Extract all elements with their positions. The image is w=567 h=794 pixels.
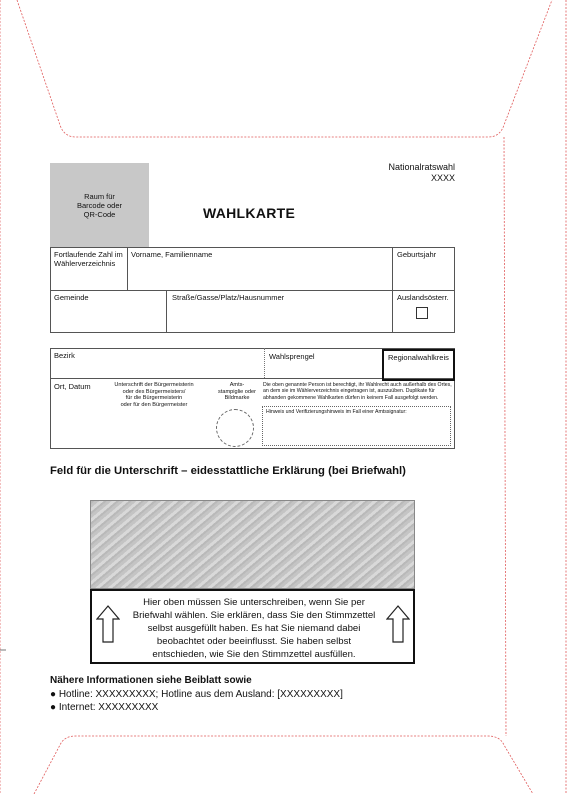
abroad-checkbox[interactable] xyxy=(416,307,428,319)
serial-number-field[interactable]: Fortlaufende Zahl im Wählerverzeichnis xyxy=(54,250,123,268)
eligibility-text: Die oben genannte Person ist berechtigt, ihr Wahlrecht auch außerhalb des Ortes, an dem sie im Wählerverzeichnis eingetragen ist, auszuüben. Duplikate für abhanden gekommene Wahlkarten dürfen in keinem Fall ausgefolgt werden. xyxy=(263,382,452,401)
signature-note-label: Hinweis und Verifizierungshinweis im Fall einer Amtssignatur: xyxy=(266,409,407,415)
election-year: XXXX xyxy=(430,173,455,183)
election-name: Nationalratswahl xyxy=(388,162,455,172)
mayor-signature-field[interactable]: Unterschrift der Bürgermeisterin oder des Bürgermeisters/ für die Bürgermeisterin oder für den Bürgermeister xyxy=(114,382,194,408)
barcode-placeholder-text: Raum für Barcode oder QR-Code xyxy=(76,191,123,219)
signature-field[interactable] xyxy=(90,500,415,589)
arrow-up-icon xyxy=(96,605,120,643)
municipality-field[interactable]: Gemeinde xyxy=(54,293,89,302)
abroad-label: Auslandsösterr. xyxy=(397,293,449,302)
signature-note-box[interactable] xyxy=(262,406,451,446)
official-stamp-label: Amts- stampiglie oder Bildmarke xyxy=(218,382,256,402)
name-field[interactable]: Vorname, Familienname xyxy=(131,250,213,259)
place-date-field[interactable]: Ort, Datum xyxy=(54,382,91,391)
regional-constituency-field[interactable] xyxy=(382,349,455,381)
info-bullet-internet: ● Internet: XXXXXXXXX xyxy=(50,702,159,713)
precinct-field[interactable]: Wahlsprengel xyxy=(269,352,315,361)
regional-constituency-label: Regionalwahlkreis xyxy=(388,353,449,362)
district-field[interactable]: Bezirk xyxy=(54,351,75,360)
internet-text: Internet: XXXXXXXXX xyxy=(58,702,159,713)
info-heading: Nähere Informationen siehe Beiblatt sowie xyxy=(50,675,252,686)
signature-instruction-text: Hier oben müssen Sie unterschreiben, wenn Sie per Briefwahl wählen. Sie erklären, dass Sie den Stimmzettel selbst ausgefüllt haben. Es hat Sie niemand dabei beobachtet oder beeinflusst. Sie haben selbst entschieden, wie Sie den Stimmzettel ausfüllen. xyxy=(132,597,376,660)
barcode-placeholder xyxy=(50,163,149,247)
signature-section-heading: Feld für die Unterschrift – eidesstattliche Erklärung (bei Briefwahl) xyxy=(50,465,406,477)
page-title: WAHLKARTE xyxy=(203,205,296,221)
birth-year-field[interactable]: Geburtsjahr xyxy=(397,250,437,259)
arrow-up-icon xyxy=(386,605,410,643)
hotline-text: Hotline: XXXXXXXXX; Hotline aus dem Ausland: [XXXXXXXXX] xyxy=(58,689,343,700)
stamp-circle xyxy=(216,409,254,447)
info-bullet-hotline: ● Hotline: XXXXXXXXX; Hotline aus dem Ausland: [XXXXXXXXX] xyxy=(50,689,343,700)
street-field[interactable]: Straße/Gasse/Platz/Hausnummer xyxy=(172,293,285,302)
